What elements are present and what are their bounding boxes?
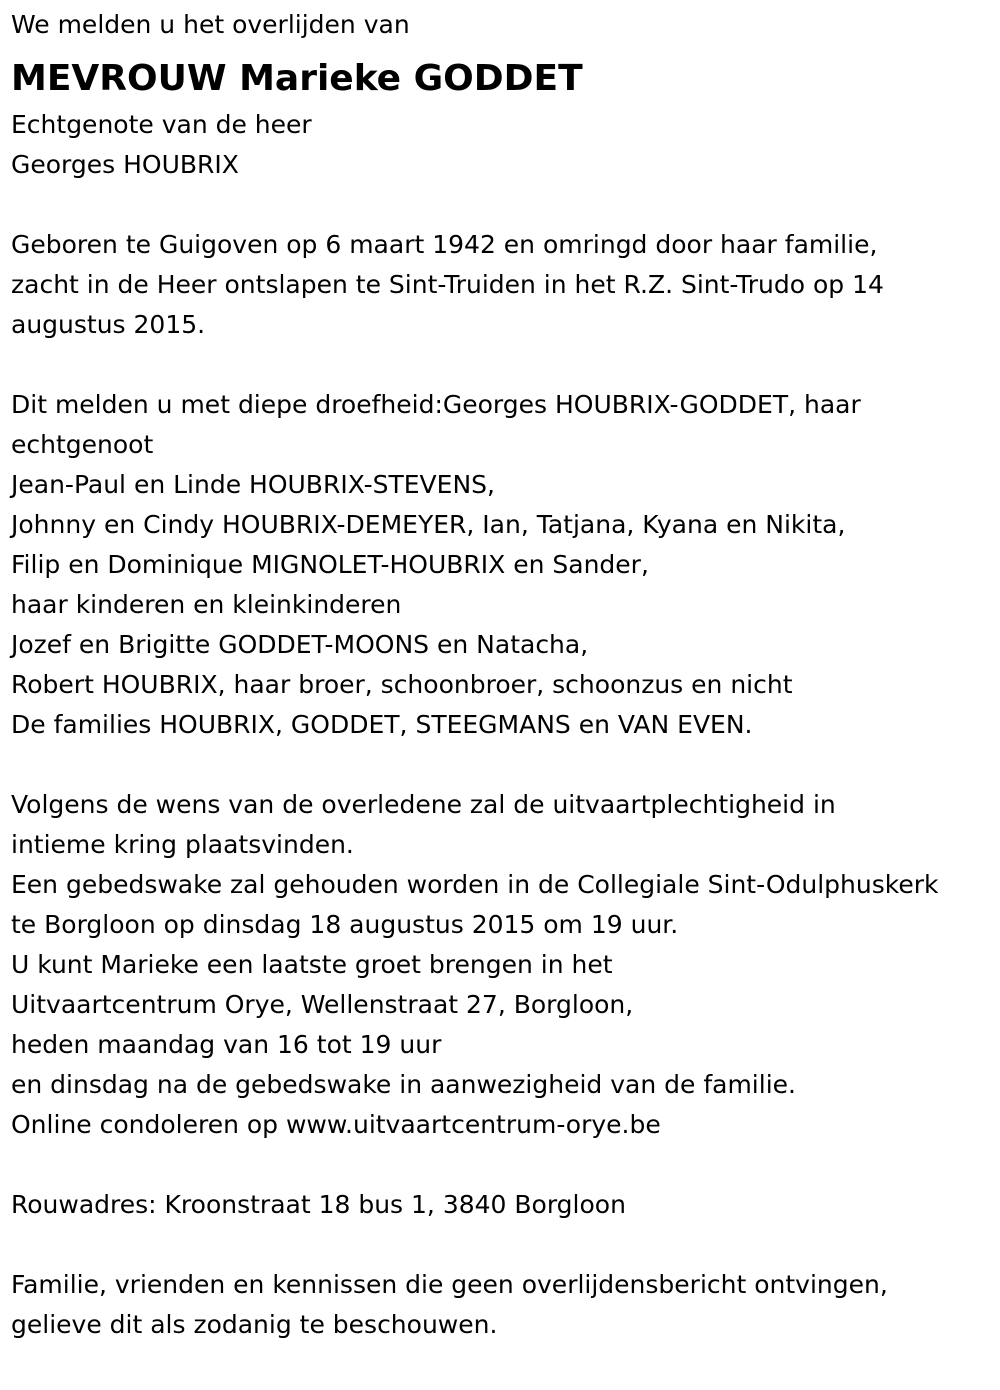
paragraph-gap <box>11 345 991 385</box>
paragraph-gap <box>11 1225 991 1265</box>
paragraph-gap <box>11 745 991 785</box>
spouse-line: Echtgenote van de heer <box>11 110 312 139</box>
ceremony-line: en dinsdag na de gebedswake in aanwezigheid van de familie. <box>11 1070 796 1099</box>
closing-line: Familie, vrienden en kennissen die geen overlijdensbericht ontvingen, <box>11 1270 888 1299</box>
birth-death-line: Geboren te Guigoven op 6 maart 1942 en omringd door haar familie, <box>11 230 878 259</box>
ceremony-line: intieme kring plaatsvinden. <box>11 830 354 859</box>
birth-death-section <box>11 225 991 345</box>
ceremony-line: heden maandag van 16 tot 19 uur <box>11 1030 442 1059</box>
mourners-line: Jozef en Brigitte GODDET-MOONS en Natacha, <box>11 630 589 659</box>
obituary-document <box>11 0 991 1345</box>
birth-death-line: zacht in de Heer ontslapen te Sint-Truiden in het R.Z. Sint-Trudo op 14 <box>11 270 884 299</box>
spouse-line: Georges HOUBRIX <box>11 150 239 179</box>
mourners-line: Jean-Paul en Linde HOUBRIX-STEVENS, <box>11 470 495 499</box>
mourners-line: Robert HOUBRIX, haar broer, schoonbroer, schoonzus en nicht <box>11 670 793 699</box>
mourners-line: haar kinderen en kleinkinderen <box>11 590 402 619</box>
mourners-line: De families HOUBRIX, GODDET, STEEGMANS en VAN EVEN. <box>11 710 753 739</box>
condolence-link-line: Online condoleren op www.uitvaartcentrum-orye.be <box>11 1110 661 1139</box>
ceremony-line: U kunt Marieke een laatste groet brengen in het <box>11 950 613 979</box>
intro-line: We melden u het overlijden van <box>11 10 410 39</box>
mourners-section <box>11 385 991 745</box>
birth-death-line: augustus 2015. <box>11 310 206 339</box>
mourners-line: Johnny en Cindy HOUBRIX-DEMEYER, Ian, Tatjana, Kyana en Nikita, <box>11 510 846 539</box>
ceremony-line: Een gebedswake zal gehouden worden in de Collegiale Sint-Odulphuskerk <box>11 870 939 899</box>
mourners-line: Filip en Dominique MIGNOLET-HOUBRIX en Sander, <box>11 550 649 579</box>
closing-section <box>11 1265 991 1345</box>
ceremony-line: te Borgloon op dinsdag 18 augustus 2015 om 19 uur. <box>11 910 679 939</box>
ceremony-section <box>11 785 991 1145</box>
mourning-address: Rouwadres: Kroonstraat 18 bus 1, 3840 Borgloon <box>11 1190 626 1219</box>
mourners-line: echtgenoot <box>11 430 154 459</box>
deceased-name-title: MEVROUW Marieke GODDET <box>11 58 583 99</box>
closing-line: gelieve dit als zodanig te beschouwen. <box>11 1310 498 1339</box>
mourners-line: Dit melden u met diepe droefheid:Georges HOUBRIX-GODDET, haar <box>11 390 861 419</box>
spouse-section <box>11 105 991 185</box>
paragraph-gap <box>11 1145 991 1185</box>
ceremony-line: Volgens de wens van de overledene zal de uitvaartplechtigheid in <box>11 790 836 819</box>
ceremony-line: Uitvaartcentrum Orye, Wellenstraat 27, Borgloon, <box>11 990 634 1019</box>
paragraph-gap <box>11 185 991 225</box>
